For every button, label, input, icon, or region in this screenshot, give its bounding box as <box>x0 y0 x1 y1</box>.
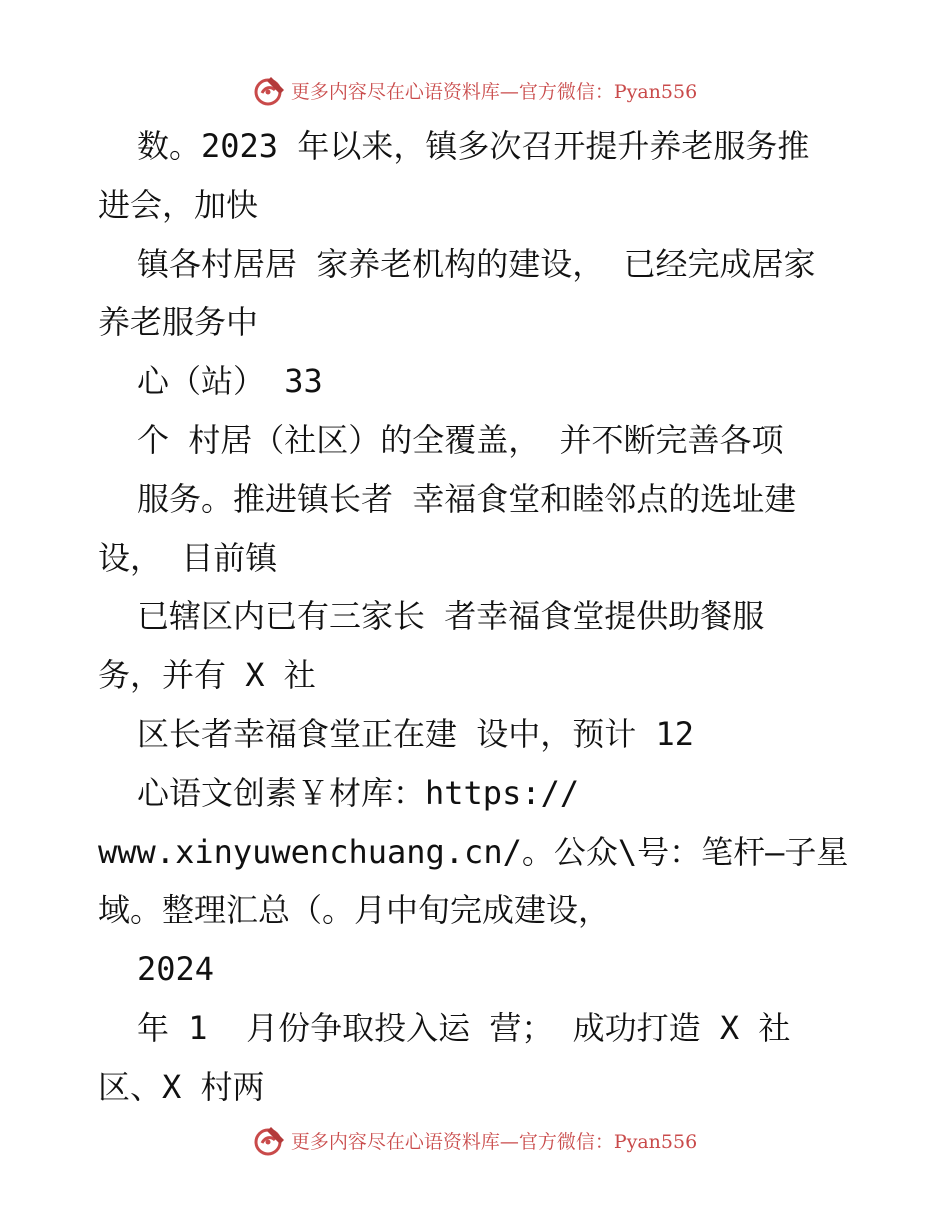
text-line: 心语文创素￥材库：https:// <box>137 773 580 812</box>
text-line: 区长者幸福食堂正在建 设中，预计 12 <box>137 715 695 753</box>
text-line: www.xinyuwenchuang.cn/。公众\号：笔杆—子星 <box>98 832 849 871</box>
text-line: 已辖区内已有三家长 者幸福食堂提供助餐服 <box>137 597 765 636</box>
banner-text: 更多内容尽在心语资料库—官方微信：Pyan556 <box>290 80 698 103</box>
logo-icon <box>253 73 287 107</box>
text-line: 设， 目前镇 <box>98 538 278 577</box>
text-line: 数。2023 年以来，镇多次召开提升养老服务推 <box>137 127 810 165</box>
text-line: 进会，加快 <box>98 185 259 224</box>
text-line: 年 1 月份争取投入运 营； 成功打造 X 社 <box>137 1009 791 1047</box>
text-line: 镇各村居居 家养老机构的建设， 已经完成居家 <box>137 244 816 283</box>
text-line: 务，并有 X 社 <box>98 656 316 695</box>
text-line: 养老服务中 <box>98 303 259 342</box>
text-line: 服务。推进镇长者 幸福食堂和睦邻点的选址建 <box>137 479 797 518</box>
footer-banner <box>0 1120 950 1160</box>
logo-icon <box>253 1123 287 1157</box>
text-line: 域。整理汇总（。月中旬完成建设， <box>98 891 611 930</box>
text-line: 个 村居（社区）的全覆盖， 并不断完善各项 <box>137 421 784 459</box>
text-line: 2024 <box>137 950 215 989</box>
header-banner <box>0 70 950 110</box>
banner-text: 更多内容尽在心语资料库—官方微信：Pyan556 <box>290 1130 698 1153</box>
text-line: 心（站） 33 <box>137 362 323 401</box>
text-line: 区、X 村两 <box>98 1067 265 1106</box>
